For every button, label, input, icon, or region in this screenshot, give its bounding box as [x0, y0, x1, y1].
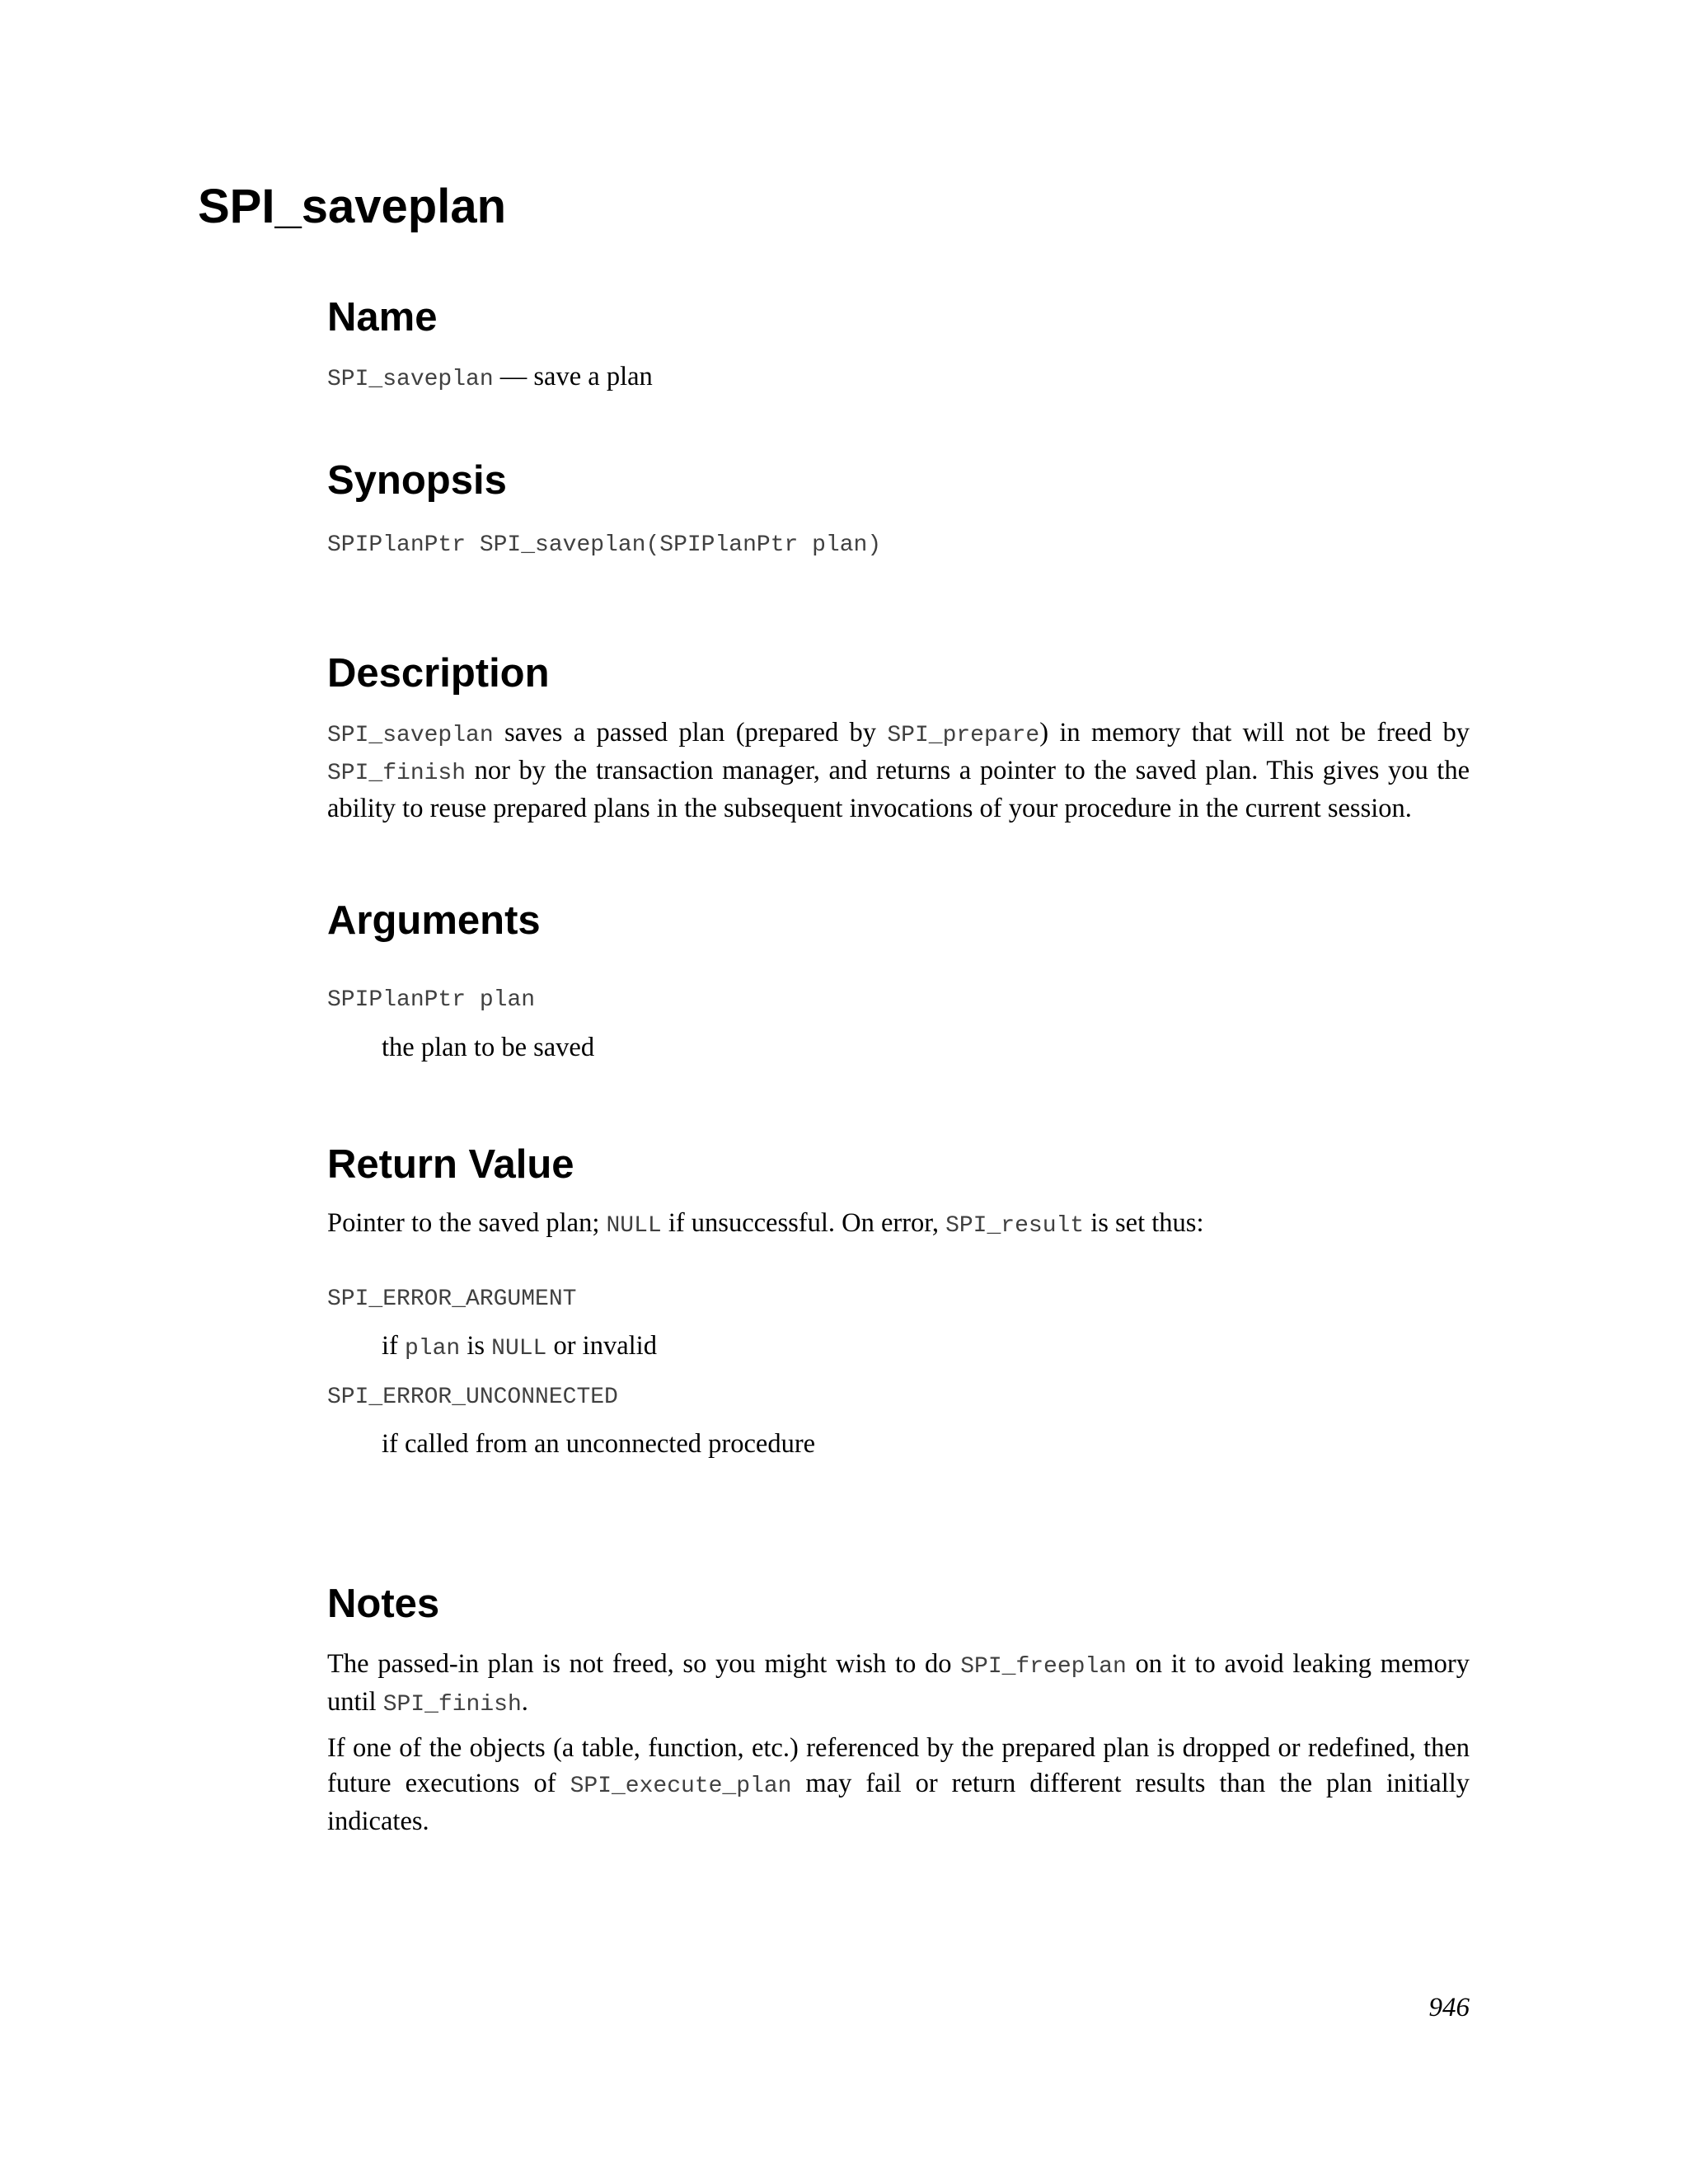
name-heading: Name: [327, 295, 438, 340]
synopsis-param: plan: [812, 532, 868, 558]
code-spi-saveplan: SPI_saveplan: [327, 723, 494, 748]
text-run: Pointer to the saved plan;: [327, 1208, 607, 1238]
code-spi-finish: SPI_finish: [382, 1692, 522, 1718]
code-spi-finish: SPI_finish: [327, 761, 467, 786]
synopsis-signature: SPIPlanPtr SPI_saveplan(SPIPlanPtr: [327, 532, 813, 558]
page-number: 946: [1428, 1993, 1470, 2022]
error-definition-unconnected: if called from an unconnected procedure: [382, 1429, 816, 1459]
return-value-paragraph: [327, 1206, 1470, 1244]
error-code-argument: SPI_ERROR_ARGUMENT: [327, 1286, 577, 1312]
function-purpose: — save a plan: [493, 362, 653, 391]
error-definition-argument: [382, 1329, 657, 1366]
argument-term: [327, 987, 535, 1013]
arguments-heading: Arguments: [327, 898, 541, 943]
description-heading: Description: [327, 651, 550, 696]
page-title: SPI_saveplan: [198, 180, 506, 233]
name-line: [327, 359, 1470, 397]
synopsis-code: [327, 532, 881, 558]
text-run: if: [382, 1331, 405, 1361]
text-run: The passed-in plan is not freed, so you might wish to do: [327, 1649, 961, 1679]
description-paragraph: [327, 715, 1470, 827]
synopsis-heading: Synopsis: [327, 458, 507, 503]
notes-paragraph-2: [327, 1731, 1470, 1840]
code-spi-result: SPI_result: [945, 1213, 1085, 1239]
notes-heading: Notes: [327, 1582, 440, 1626]
code-spi-prepare: SPI_prepare: [887, 723, 1040, 748]
text-run: If one of the objects (a table, function, etc.) referenced by the prepared plan is dropped or redefined, then future executions of: [327, 1733, 1470, 1798]
function-name: SPI_saveplan: [327, 367, 494, 392]
notes-paragraph-1: [327, 1647, 1470, 1722]
argument-definition: the plan to be saved: [382, 1033, 595, 1062]
code-spi-freeplan: SPI_freeplan: [960, 1654, 1127, 1680]
code-spi-execute-plan: SPI_execute_plan: [570, 1774, 792, 1799]
error-code-unconnected: SPI_ERROR_UNCONNECTED: [327, 1385, 618, 1410]
return-value-heading: Return Value: [327, 1142, 574, 1187]
text-run: nor by the transaction manager, and returns a pointer to the saved plan. This gives you the ability to reuse prepared plans in the subsequent invocations of your procedure in the current session.: [327, 756, 1470, 823]
text-run: or invalid: [546, 1331, 657, 1361]
code-null: NULL: [491, 1336, 547, 1361]
argument-name: plan: [479, 987, 536, 1013]
text-run: .: [521, 1687, 528, 1717]
synopsis-close: ): [867, 532, 882, 558]
text-run: is: [460, 1331, 492, 1361]
text-run: is set thus:: [1084, 1208, 1204, 1238]
text-run: ) in memory that will not be freed by: [1039, 718, 1470, 748]
code-plan: plan: [404, 1336, 461, 1361]
text-run: saves a passed plan (prepared by: [493, 718, 888, 748]
text-run: if unsuccessful. On error,: [661, 1208, 946, 1238]
code-null: NULL: [606, 1213, 662, 1239]
text-run: may fail or return different results than the plan initially indicates.: [327, 1769, 1470, 1836]
text-run: on it to avoid leaking memory until: [327, 1649, 1470, 1717]
argument-type: SPIPlanPtr: [327, 987, 480, 1013]
